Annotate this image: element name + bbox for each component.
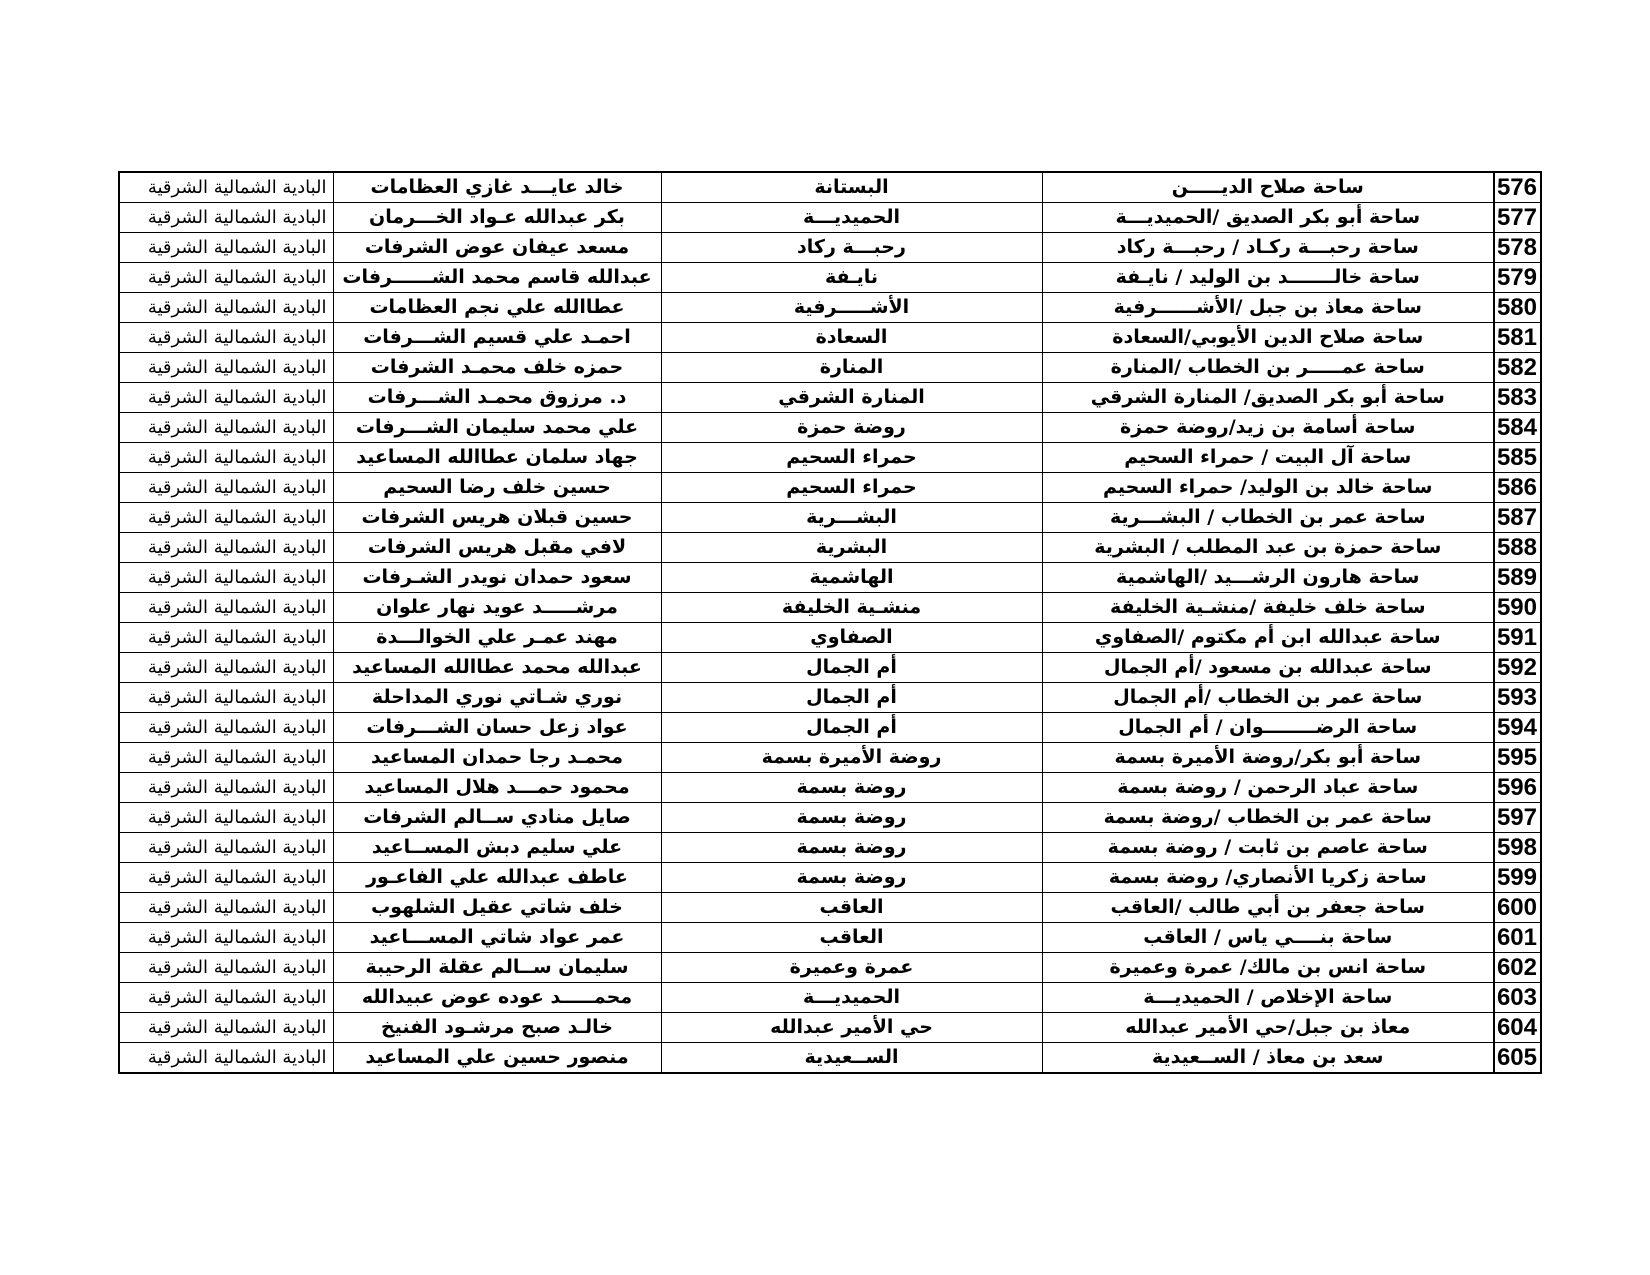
person-cell: عبدالله محمد عطاالله المساعيد <box>333 653 661 683</box>
area-cell: نايـفة <box>661 263 1042 293</box>
area-cell: منشـية الخليفة <box>661 593 1042 623</box>
school-cell: ساحة أبو بكر/روضة الأميرة بسمة <box>1042 743 1494 773</box>
table-row <box>119 953 1541 983</box>
area-cell: البستانة <box>661 172 1042 203</box>
table-row <box>119 533 1541 563</box>
table-row <box>119 923 1541 953</box>
person-cell: منصور حسين علي المساعيد <box>333 1043 661 1074</box>
region-cell: البادية الشمالية الشرقية <box>119 623 333 653</box>
region-cell: البادية الشمالية الشرقية <box>119 983 333 1013</box>
school-cell: ساحة أبو بكر الصديق/ المنارة الشرقي <box>1042 383 1494 413</box>
person-cell: حسين قبلان هريس الشرفات <box>333 503 661 533</box>
row-number: 603 <box>1494 983 1541 1013</box>
row-number: 588 <box>1494 533 1541 563</box>
region-cell: البادية الشمالية الشرقية <box>119 293 333 323</box>
school-cell: ساحة عمر بن الخطاب /روضة بسمة <box>1042 803 1494 833</box>
region-cell: البادية الشمالية الشرقية <box>119 203 333 233</box>
school-cell: ساحة عبدالله ابن أم مكتوم /الصفاوي <box>1042 623 1494 653</box>
table-row <box>119 413 1541 443</box>
table-row <box>119 203 1541 233</box>
region-cell: البادية الشمالية الشرقية <box>119 443 333 473</box>
row-number: 602 <box>1494 953 1541 983</box>
school-cell: ساحة خلف خليفة /منشـية الخليفة <box>1042 593 1494 623</box>
table-row <box>119 653 1541 683</box>
row-number: 589 <box>1494 563 1541 593</box>
area-cell: أم الجمال <box>661 653 1042 683</box>
table-row <box>119 293 1541 323</box>
area-cell: العاقب <box>661 893 1042 923</box>
area-cell: السعادة <box>661 323 1042 353</box>
school-cell: ساحة صلاح الديـــــن <box>1042 172 1494 203</box>
row-number: 594 <box>1494 713 1541 743</box>
school-cell: ساحة عمـــــر بن الخطاب /المنارة <box>1042 353 1494 383</box>
school-cell: ساحة عمر بن الخطاب / البشـــرية <box>1042 503 1494 533</box>
person-cell: سعود حمدان نويدر الشـرفات <box>333 563 661 593</box>
person-cell: عبدالله قاسم محمد الشــــــرفات <box>333 263 661 293</box>
table-row <box>119 743 1541 773</box>
row-number: 585 <box>1494 443 1541 473</box>
area-cell: الحميديـــة <box>661 983 1042 1013</box>
person-cell: محمود حمـــد هلال المساعيد <box>333 773 661 803</box>
region-cell: البادية الشمالية الشرقية <box>119 923 333 953</box>
person-cell: خالـد صبح مرشـود الفنيخ <box>333 1013 661 1043</box>
school-cell: ساحة الرضــــــــوان / أم الجمال <box>1042 713 1494 743</box>
area-cell: روضة بسمة <box>661 863 1042 893</box>
area-cell: الحميديـــة <box>661 203 1042 233</box>
school-cell: ساحة عباد الرحمن / روضة بسمة <box>1042 773 1494 803</box>
person-cell: نوري شـاتي نوري المداحلة <box>333 683 661 713</box>
region-cell: البادية الشمالية الشرقية <box>119 1043 333 1074</box>
area-cell: الهاشمية <box>661 563 1042 593</box>
row-number: 581 <box>1494 323 1541 353</box>
school-cell: ساحة هارون الرشـــيد /الهاشمية <box>1042 563 1494 593</box>
person-cell: عواد زعل حسان الشـــرفات <box>333 713 661 743</box>
person-cell: مرشـــــد عويد نهار علوان <box>333 593 661 623</box>
school-cell: ساحة عاصم بن ثابت / روضة بسمة <box>1042 833 1494 863</box>
row-number: 580 <box>1494 293 1541 323</box>
table-row <box>119 443 1541 473</box>
person-cell: مسعد عيفان عوض الشرفات <box>333 233 661 263</box>
person-cell: سليمان ســالم عقلة الرحيبة <box>333 953 661 983</box>
table-row <box>119 263 1541 293</box>
area-cell: البشـــرية <box>661 503 1042 533</box>
person-cell: عاطف عبدالله علي الفاعـور <box>333 863 661 893</box>
school-cell: ساحة صلاح الدين الأيوبي/السعادة <box>1042 323 1494 353</box>
area-cell: عمرة وعميرة <box>661 953 1042 983</box>
table-row <box>119 623 1541 653</box>
person-cell: لافي مقبل هريس الشرفات <box>333 533 661 563</box>
row-number: 598 <box>1494 833 1541 863</box>
table-body <box>119 172 1541 1073</box>
school-cell: ساحة بنــــي ياس / العاقب <box>1042 923 1494 953</box>
table-row <box>119 233 1541 263</box>
row-number: 587 <box>1494 503 1541 533</box>
school-cell: ساحة حمزة بن عبد المطلب / البشرية <box>1042 533 1494 563</box>
table-row <box>119 983 1541 1013</box>
region-cell: البادية الشمالية الشرقية <box>119 683 333 713</box>
table-row <box>119 833 1541 863</box>
region-cell: البادية الشمالية الشرقية <box>119 803 333 833</box>
region-cell: البادية الشمالية الشرقية <box>119 263 333 293</box>
table-row <box>119 803 1541 833</box>
person-cell: احمـد علي قسيم الشـــرفات <box>333 323 661 353</box>
area-cell: أم الجمال <box>661 683 1042 713</box>
school-cell: ساحة رحبـــة ركـاد / رحبـــة ركاد <box>1042 233 1494 263</box>
area-cell: حي الأمير عبدالله <box>661 1013 1042 1043</box>
area-cell: روضة بسمة <box>661 773 1042 803</box>
row-number: 600 <box>1494 893 1541 923</box>
school-cell: ساحة خالـــــــد بن الوليد / نايـفة <box>1042 263 1494 293</box>
person-cell: محمـد رجا حمدان المساعيد <box>333 743 661 773</box>
table-row <box>119 563 1541 593</box>
region-cell: البادية الشمالية الشرقية <box>119 233 333 263</box>
school-cell: سعد بن معاذ / الســعيدية <box>1042 1043 1494 1074</box>
person-cell: د. مرزوق محمـد الشـــرفات <box>333 383 661 413</box>
person-cell: عطاالله علي نجم العظامات <box>333 293 661 323</box>
person-cell: مهند عمـر علي الخوالـــدة <box>333 623 661 653</box>
school-cell: معاذ بن جبل/حي الأمير عبدالله <box>1042 1013 1494 1043</box>
row-number: 586 <box>1494 473 1541 503</box>
area-cell: الســعيدية <box>661 1043 1042 1074</box>
region-cell: البادية الشمالية الشرقية <box>119 503 333 533</box>
person-cell: محمـــــد عوده عوض عبيدالله <box>333 983 661 1013</box>
row-number: 604 <box>1494 1013 1541 1043</box>
row-number: 596 <box>1494 773 1541 803</box>
table-row <box>119 713 1541 743</box>
row-number: 582 <box>1494 353 1541 383</box>
table-row <box>119 172 1541 203</box>
region-cell: البادية الشمالية الشرقية <box>119 473 333 503</box>
table-row <box>119 323 1541 353</box>
area-cell: روضة بسمة <box>661 803 1042 833</box>
row-number: 595 <box>1494 743 1541 773</box>
area-cell: المنارة <box>661 353 1042 383</box>
table-row <box>119 773 1541 803</box>
region-cell: البادية الشمالية الشرقية <box>119 323 333 353</box>
region-cell: البادية الشمالية الشرقية <box>119 953 333 983</box>
region-cell: البادية الشمالية الشرقية <box>119 653 333 683</box>
region-cell: البادية الشمالية الشرقية <box>119 833 333 863</box>
region-cell: البادية الشمالية الشرقية <box>119 413 333 443</box>
school-cell: ساحة آل البيت / حمراء السحيم <box>1042 443 1494 473</box>
area-cell: المنارة الشرقي <box>661 383 1042 413</box>
region-cell: البادية الشمالية الشرقية <box>119 743 333 773</box>
area-cell: أم الجمال <box>661 713 1042 743</box>
school-cell: ساحة جعفر بن أبي طالب /العاقب <box>1042 893 1494 923</box>
region-cell: البادية الشمالية الشرقية <box>119 593 333 623</box>
person-cell: جهاد سلمان عطاالله المساعيد <box>333 443 661 473</box>
person-cell: خلف شاتي عقيل الشلهوب <box>333 893 661 923</box>
person-cell: خالد عايـــد غازي العظامات <box>333 172 661 203</box>
row-number: 579 <box>1494 263 1541 293</box>
person-cell: علي سليم دبش المســاعيد <box>333 833 661 863</box>
school-cell: ساحة زكريا الأنصاري/ روضة بسمة <box>1042 863 1494 893</box>
school-cell: ساحة أبو بكر الصديق /الحميديـــة <box>1042 203 1494 233</box>
area-cell: روضة بسمة <box>661 833 1042 863</box>
row-number: 584 <box>1494 413 1541 443</box>
row-number: 597 <box>1494 803 1541 833</box>
region-cell: البادية الشمالية الشرقية <box>119 863 333 893</box>
school-cell: ساحة انس بن مالك/ عمرة وعميرة <box>1042 953 1494 983</box>
region-cell: البادية الشمالية الشرقية <box>119 383 333 413</box>
school-cell: ساحة معاذ بن جبل /الأشــــــرفية <box>1042 293 1494 323</box>
table-row <box>119 1043 1541 1074</box>
region-cell: البادية الشمالية الشرقية <box>119 353 333 383</box>
school-cell: ساحة عبدالله بن مسعود /أم الجمال <box>1042 653 1494 683</box>
table-row <box>119 473 1541 503</box>
row-number: 592 <box>1494 653 1541 683</box>
person-cell: صايل منادي ســالم الشرفات <box>333 803 661 833</box>
table-row <box>119 593 1541 623</box>
row-number: 601 <box>1494 923 1541 953</box>
region-cell: البادية الشمالية الشرقية <box>119 533 333 563</box>
row-number: 583 <box>1494 383 1541 413</box>
row-number: 576 <box>1494 172 1541 203</box>
person-cell: حسين خلف رضا السحيم <box>333 473 661 503</box>
area-cell: حمراء السحيم <box>661 443 1042 473</box>
area-cell: الأشـــــرفية <box>661 293 1042 323</box>
table-row <box>119 893 1541 923</box>
school-cell: ساحة الإخلاص / الحميديـــة <box>1042 983 1494 1013</box>
person-cell: علي محمد سليمان الشـــرفات <box>333 413 661 443</box>
region-cell: البادية الشمالية الشرقية <box>119 713 333 743</box>
row-number: 590 <box>1494 593 1541 623</box>
table-row <box>119 683 1541 713</box>
table-row <box>119 863 1541 893</box>
table-row <box>119 503 1541 533</box>
person-cell: بكر عبدالله عـواد الخـــرمان <box>333 203 661 233</box>
data-table <box>118 171 1542 1074</box>
region-cell: البادية الشمالية الشرقية <box>119 172 333 203</box>
table-row <box>119 353 1541 383</box>
row-number: 591 <box>1494 623 1541 653</box>
row-number: 593 <box>1494 683 1541 713</box>
region-cell: البادية الشمالية الشرقية <box>119 563 333 593</box>
region-cell: البادية الشمالية الشرقية <box>119 773 333 803</box>
school-cell: ساحة عمر بن الخطاب /أم الجمال <box>1042 683 1494 713</box>
region-cell: البادية الشمالية الشرقية <box>119 893 333 923</box>
table-row <box>119 1013 1541 1043</box>
person-cell: عمر عواد شاتي المســـاعيد <box>333 923 661 953</box>
area-cell: روضة حمزة <box>661 413 1042 443</box>
region-cell: البادية الشمالية الشرقية <box>119 1013 333 1043</box>
area-cell: رحبـــة ركاد <box>661 233 1042 263</box>
area-cell: روضة الأميرة بسمة <box>661 743 1042 773</box>
area-cell: العاقب <box>661 923 1042 953</box>
row-number: 599 <box>1494 863 1541 893</box>
row-number: 578 <box>1494 233 1541 263</box>
area-cell: البشرية <box>661 533 1042 563</box>
area-cell: الصفاوي <box>661 623 1042 653</box>
area-cell: حمراء السحيم <box>661 473 1042 503</box>
row-number: 577 <box>1494 203 1541 233</box>
table-row <box>119 383 1541 413</box>
person-cell: حمزه خلف محمـد الشرفات <box>333 353 661 383</box>
school-cell: ساحة خالد بن الوليد/ حمراء السحيم <box>1042 473 1494 503</box>
school-cell: ساحة أسامة بن زيد/روضة حمزة <box>1042 413 1494 443</box>
row-number: 605 <box>1494 1043 1541 1074</box>
